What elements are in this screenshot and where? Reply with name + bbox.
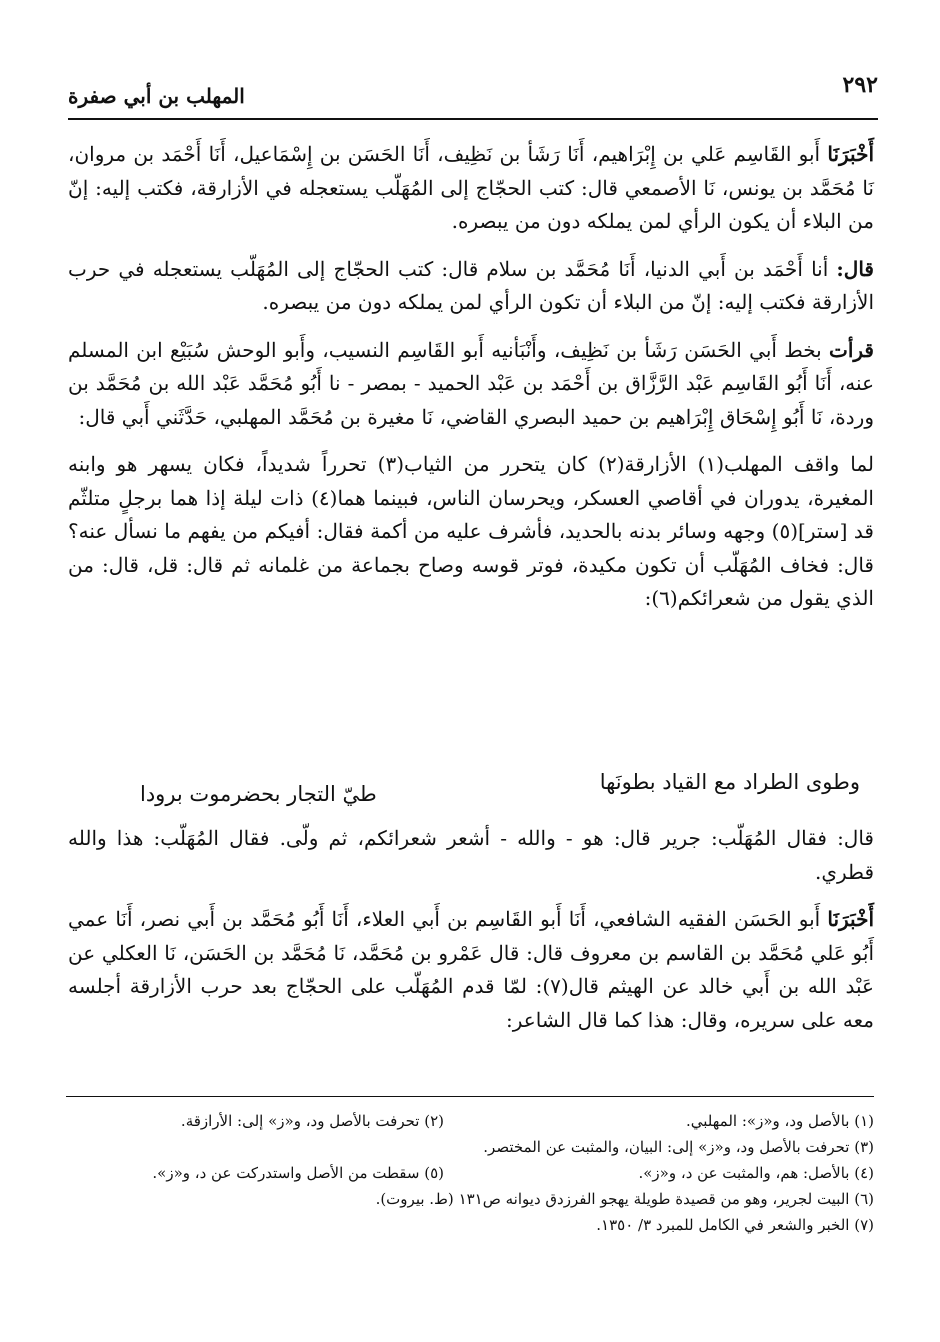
footnote: (٥) سقطت من الأصل واستدركت عن د، و«ز». bbox=[152, 1164, 444, 1182]
paragraph bbox=[68, 253, 874, 320]
footnote: (٤) بالأصل: هم، والمثبت عن د، و«ز». bbox=[638, 1164, 874, 1182]
running-title: المهلب بن أبي صفرة bbox=[68, 84, 245, 108]
verse-first-hemistich: وطوى الطراد مع القياد بطونَها bbox=[599, 770, 860, 794]
paragraph-lead: قال: bbox=[836, 256, 874, 281]
paragraph bbox=[68, 138, 874, 239]
footnote-row bbox=[66, 1186, 874, 1212]
main-text-continued bbox=[68, 822, 874, 1051]
paragraph-lead: أَخْبَرَنَا bbox=[827, 142, 874, 166]
paragraph bbox=[68, 822, 874, 889]
footnotes bbox=[66, 1108, 874, 1238]
paragraph bbox=[68, 334, 874, 435]
footnote: (٧) الخبر والشعر في الكامل للمبرد ٣/ ١٣٥٠. bbox=[596, 1216, 874, 1234]
paragraph bbox=[68, 903, 874, 1037]
poetry-verse bbox=[140, 770, 860, 810]
footnote: (١) بالأصل ود، و«ز»: المهلبي. bbox=[686, 1112, 874, 1130]
footnote-row bbox=[66, 1108, 874, 1134]
footnote-row bbox=[66, 1212, 874, 1238]
footnote: (٣) تحرفت بالأصل ود، و«ز» إلى: البيان، والمثبت عن المختصر. bbox=[483, 1138, 874, 1156]
footnote-row bbox=[66, 1134, 874, 1160]
footnote-rule bbox=[66, 1096, 874, 1097]
verse-second-hemistich: طيّ التجار بحضرموت برودا bbox=[140, 782, 377, 806]
header-rule bbox=[68, 118, 878, 120]
footnote-row bbox=[66, 1160, 874, 1186]
running-head bbox=[68, 62, 878, 116]
paragraph-text: قال: فقال المُهَلّب: جرير قال: هو - والله - أشعر شعرائكم، ثم ولّى. فقال المُهَلّب: هذا والله قطري. bbox=[68, 826, 874, 884]
paragraph-text: أنا أَحْمَد بن أَبي الدنيا، أَنَا مُحَمَّد بن سلام قال: كتب الحجّاج إلى المُهَلّب يستعجله في حرب الأزارقة فكتب إليه: إنّ من البلاء أن تكون الرأي لمن يملكه دون من يبصره. bbox=[68, 256, 874, 314]
paragraph bbox=[68, 448, 874, 616]
footnote: (٢) تحرفت بالأصل ود، و«ز» إلى: الأرازقة. bbox=[180, 1112, 444, 1130]
page-number: ٢٩٢ bbox=[842, 72, 878, 98]
footnote: (٦) البيت لجرير، وهو من قصيدة طويلة يهجو الفرزدق ديوانه ص١٣١ (ط. بيروت). bbox=[375, 1190, 874, 1208]
paragraph-text: لما واقف المهلب(١) الأزارقة(٢) كان يتحرر من الثياب(٣) تحرراً شديداً، فكان يسهر هو وابنه المغيرة، يدوران في أقاصي العسكر، ويحرسان الناس، فبينما هما(٤) ذات ليلة إذا هما برجلٍ متلثّم قد [ستر](٥) وجهه وسائر بدنه بالحديد، فأشرف عليه من أكمة فقال: أفيكم من يفهم ما نسأل عنه؟ قال: فخاف المُهَلّب أن تكون مكيدة، فوتر قوسه وصاح بجماعة من غلمانه ثم قال: قل، قال: من الذي يقول من شعرائكم(٦): bbox=[68, 452, 874, 610]
paragraph-lead: أَخْبَرَنَا bbox=[827, 907, 875, 931]
main-text bbox=[68, 138, 874, 630]
paragraph-lead: قرأت bbox=[829, 337, 874, 362]
paragraph-text: بخط أَبي الحَسَن رَشَأ بن نَظِيف، وأَنْبَأنيه أَبو القَاسِم النسيب، وأَبو الوحش سُبَيْع ابن المسلم عنه، أَنَا أَبُو القَاسِم عَبْد الرَّزَّاق بن أَحْمَد بن عَبْد الحميد - بمصر - نا أَبُو مُحَمَّد عَبْد الله بن مُحَمَّد بن وردة، نَا أَبُو إِسْحَاق إِبْرَاهيم بن حميد البصري القاضي، نَا مغيرة بن مُحَمَّد المهلبي، حَدَّثَني أَبي قال: bbox=[68, 337, 874, 429]
paragraph-text: أَبو القَاسِم عَلي بن إِبْرَاهيم، أَنَا رَشَأ بن نَظِيف، أَنَا الحَسَن بن إِسْمَاعيل، أَنَا أَحْمَد بن مروان، نَا مُحَمَّد بن يونس، نَا الأصمعي قال: كتب الحجّاج إلى المُهَلّب يستعجله في الأزارقة، فكتب إليه: إنّ من البلاء أن يكون الرأي لمن يملكه دون من يبصره. bbox=[68, 142, 874, 233]
paragraph-text: أَبو الحَسَن الفقيه الشافعي، أَنَا أَبو القَاسِم بن أَبي العلاء، أَنَا أَبُو مُحَمَّد بن أَبي نصر، أَنَا عمي أَبُو عَلي مُحَمَّد بن القاسم بن معروف قال: قال عَمْرو بن مُحَمَّد، نَا مُحَمَّد بن الحَسَن، نَا العكلي عن عَبْد الله بن أَبي خالد عن الهيثم قال(٧): لمّا قدم المُهَلّب على الحجّاج بعد حرب الأزارقة أجلسه معه على سريره، وقال: هذا كما قال الشاعر: bbox=[68, 907, 874, 1032]
